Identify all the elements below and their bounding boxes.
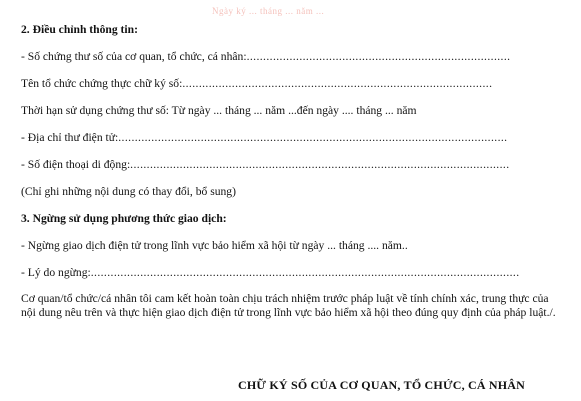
field-mobile-phone bbox=[21, 158, 510, 171]
fill-in-dots: ...................................................................................................................... bbox=[118, 131, 508, 144]
fill-in-dots: .................................................................................................................................. bbox=[90, 266, 520, 279]
field-label: - Địa chỉ thư điện tử: bbox=[21, 131, 119, 144]
faded-overlay-text: Ngày ký ... tháng ... năm ... bbox=[212, 6, 325, 16]
field-label: - Lý do ngừng: bbox=[21, 266, 91, 279]
section-2-note: (Chỉ ghi những nội dung có thay đổi, bổ sung) bbox=[21, 185, 236, 198]
fill-in-dots: ................................................................................................................... bbox=[130, 158, 510, 171]
field-certificate-validity: Thời hạn sử dụng chứng thư số: Từ ngày ... tháng ... năm ...đến ngày .... tháng ... năm bbox=[21, 104, 417, 117]
section-3-heading: 3. Ngừng sử dụng phương thức giao dịch: bbox=[21, 212, 227, 225]
stop-transaction-date-line: - Ngừng giao dịch điện tử trong lĩnh vực bảo hiểm xã hội từ ngày ... tháng .... năm.. bbox=[21, 239, 408, 252]
section-2-heading: 2. Điều chỉnh thông tin: bbox=[21, 23, 138, 36]
field-label: - Số chứng thư số của cơ quan, tổ chức, cá nhân: bbox=[21, 50, 247, 63]
field-label: Tên tổ chức chứng thực chữ ký số: bbox=[21, 77, 183, 90]
field-ca-organization-name bbox=[21, 77, 493, 90]
field-stop-reason bbox=[21, 266, 520, 279]
commitment-paragraph: Cơ quan/tổ chức/cá nhân tôi cam kết hoàn toàn chịu trách nhiệm trước pháp luật về tính chính xác, trung thực của nội dung nêu trên và thực hiện giao dịch điện tử trong lĩnh vực bảo hiểm xã hội theo đúng quy định của pháp luật./. bbox=[21, 292, 556, 319]
field-label: - Số điện thoại di động: bbox=[21, 158, 131, 171]
field-certificate-number bbox=[21, 50, 511, 63]
signature-heading: CHỮ KÝ SỐ CỦA CƠ QUAN, TỔ CHỨC, CÁ NHÂN bbox=[238, 378, 526, 392]
fill-in-dots: ................................................................................ bbox=[246, 50, 511, 63]
fill-in-dots: .............................................................................................. bbox=[182, 77, 493, 90]
field-email-address bbox=[21, 131, 508, 144]
